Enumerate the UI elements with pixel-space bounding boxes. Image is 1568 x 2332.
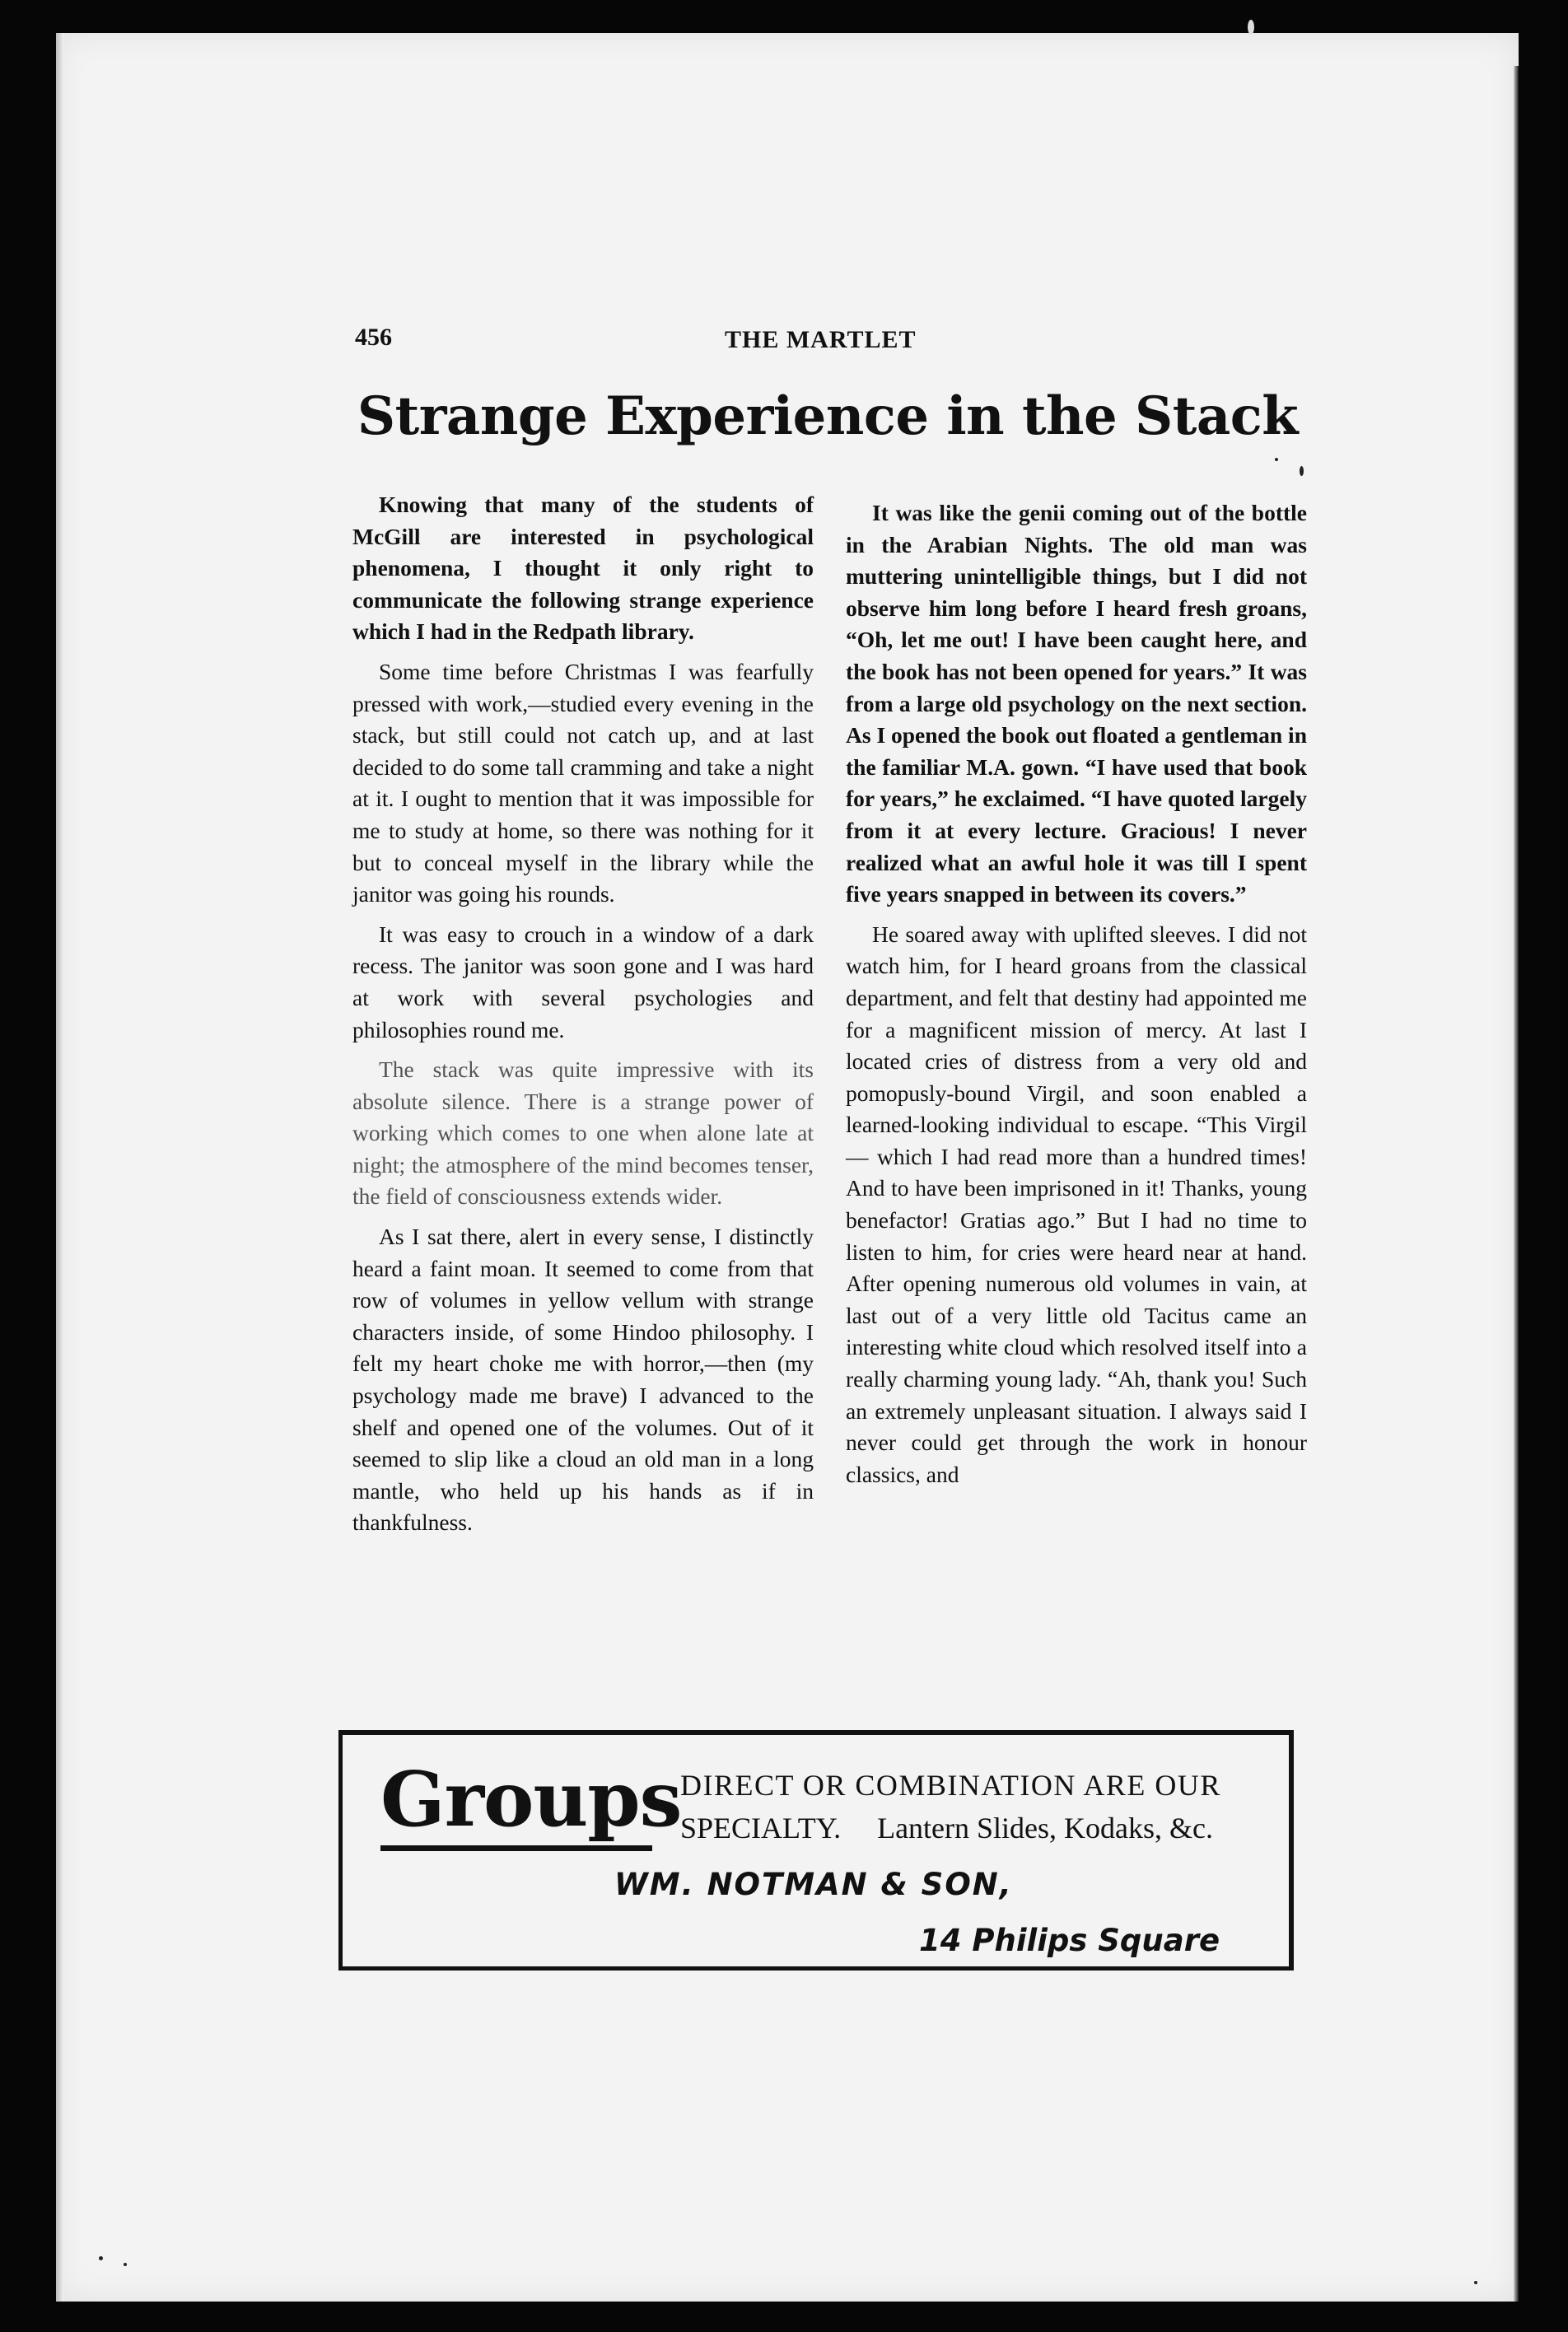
- ad-firm-name: WM. NOTMAN & SON,: [614, 1867, 1013, 1902]
- scan-speck: [124, 2263, 127, 2266]
- paragraph: Knowing that many of the students of McGill are interested in psychological phenomena, I thought it only right to communicate the following strange experience which I had in the Redpath library.: [352, 492, 814, 645]
- paragraph: It was like the genii coming out of the bottle in the Arabian Nights. The old man was muttering unintelligible things, but I did not observe him long before I heard fresh groans, “Oh, let me out! I have been caught here, and the book has not been opened for years.” It was from a large old psychology on the next section. As I opened the book out floated a gentleman in the familiar M.A. gown. “I have used that book for years,” he exclaimed. “I have quoted largely from it at every lecture. Gracious! I never realized what an awful hole it was till I spent five years snapped in between its covers.”: [846, 500, 1307, 907]
- paragraph: He soared away with uplifted sleeves. I did not watch him, for I heard groans from the classical department, and felt that destiny had appointed me for a magnificent mission of mercy. At last I located cries of distress from a very old and pomopusly-bound Virgil, and soon enabled a learned-looking individual to escape. “This Virgil — which I had read more than a hundred times! And to have been imprisoned in it! Thanks, young benefactor! Gratias ago.” But I had no time to listen to him, for cries were heard near at hand. After opening numerous old volumes in vain, at last out of a very little old Tacitus came an interesting white cloud which resolved itself into a really charming young lady. “Ah, thank you! Such an extremely unpleasant situation. I always said I never could get through the work in honour classics, and: [846, 921, 1307, 1487]
- scan-speck: [99, 2256, 103, 2260]
- page-edge-left: [56, 33, 64, 2302]
- page-number: 456: [355, 324, 392, 351]
- ad-headline-underline: [380, 1845, 652, 1851]
- ad-address: 14 Philips Square: [919, 1923, 1220, 1958]
- scan-speck: [1248, 20, 1254, 35]
- ad-tagline-line2: [680, 1811, 1213, 1845]
- ad-products: Lantern Slides, Kodaks, &c.: [877, 1812, 1213, 1845]
- article-title: Strange Experience in the Stack: [357, 385, 1299, 447]
- paragraph: It was easy to crouch in a window of a dark recess. The janitor was soon gone and I was hard at work with several psychologies and philosophies round me.: [352, 921, 814, 1042]
- page-edge-right: [1514, 66, 1519, 2302]
- paragraph: The stack was quite impressive with its absolute silence. There is a strange power of working which comes to one when alone late at night; the atmosphere of the mind becomes tenser, the field of consciousness extends wider.: [352, 1056, 814, 1210]
- advertisement-box: [338, 1730, 1294, 1971]
- scan-speck: [1300, 466, 1304, 476]
- ad-tagline-line1: DIRECT OR COMBINATION ARE OUR: [680, 1769, 1221, 1802]
- ad-headline: Groups: [380, 1755, 682, 1844]
- scan-speck: [1474, 2281, 1477, 2284]
- scan-speck: [1275, 458, 1278, 461]
- paragraph: Some time before Christmas I was fearfully pressed with work,—studied every evening in the stack, but still could not catch up, and at last decided to do some tall cramming and take a night at it. I ought to mention that it was impossible for me to study at home, so there was nothing for it but to conceal myself in the library while the janitor was going his rounds.: [352, 658, 814, 907]
- article-column-right: [846, 497, 1307, 1708]
- paragraph: As I sat there, alert in every sense, I distinctly heard a faint moan. It seemed to come from that row of volumes in yellow vellum with strange characters inside, of some Hindoo philosophy. I felt my heart choke me with horror,—then (my psychology made me brave) I advanced to the shelf and opened one of the volumes. Out of it seemed to slip like a cloud an old man in a long mantle, who held up his hands as if in thankfulness.: [352, 1224, 814, 1536]
- running-head: THE MARTLET: [725, 326, 917, 353]
- article-column-left: [352, 489, 814, 1700]
- ad-specialty: SPECIALTY.: [680, 1812, 842, 1845]
